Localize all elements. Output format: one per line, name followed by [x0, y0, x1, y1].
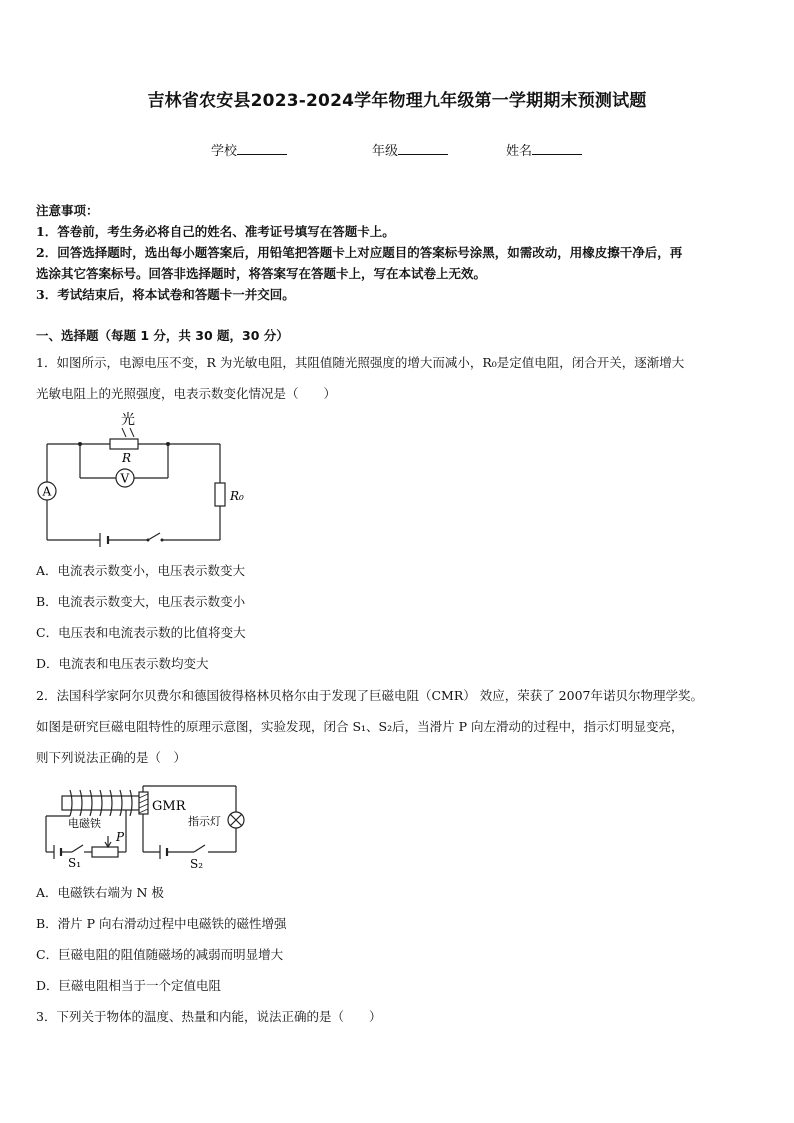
electromagnet-core — [62, 796, 146, 810]
notice-heading: 注意事项： — [36, 203, 99, 218]
q2-stem-line1: 2．法国科学家阿尔贝费尔和德国彼得格林贝格尔由于发现了巨磁电阻（CMR） 效应，荣获了 2007年诺贝尔物理学奖。 — [36, 688, 703, 703]
slider-p-label: P — [116, 830, 125, 844]
fixed-resistor-symbol — [215, 483, 225, 506]
exam-title: 吉林省农安县2023-2024学年物理九年级第一学期期末预测试题 — [147, 91, 647, 111]
notice-item-1: 1．答卷前，考生务必将自己的姓名、准考证号填写在答题卡上。 — [36, 224, 395, 239]
q1-circuit-diagram — [30, 408, 260, 550]
r0-label: R₀ — [230, 489, 244, 503]
q1-stem-line2: 光敏电阻上的光照强度，电表示数变化情况是（ ） — [36, 386, 337, 401]
q3-stem-line1: 3．下列关于物体的温度、热量和内能，说法正确的是（ ） — [36, 1009, 382, 1024]
grade-field — [372, 140, 448, 159]
q2-option-d: D．巨磁电阻相当于一个定值电阻 — [36, 978, 222, 993]
electromagnet-label: 电磁铁 — [68, 817, 101, 830]
notice-item-2-cont: 选涂其它答案标号。回答非选择题时，将答案写在答题卡上，写在本试卷上无效。 — [36, 266, 487, 281]
notice-item-2: 2．回答选择题时，选出每小题答案后，用铅笔把答题卡上对应题目的答案标号涂黑，如需改动，用橡皮擦干净后，再 — [36, 245, 683, 260]
school-blank — [237, 142, 287, 155]
ammeter-label: A — [42, 484, 52, 499]
q2-gmr-diagram — [38, 780, 256, 872]
q2-option-b: B．滑片 P 向右滑动过程中电磁铁的磁性增强 — [36, 916, 287, 931]
notice-item-3: 3．考试结束后，将本试卷和答题卡一并交回。 — [36, 287, 295, 302]
voltmeter-label: V — [120, 471, 130, 486]
name-blank — [532, 142, 582, 155]
q1-option-a: A．电流表示数变小，电压表示数变大 — [36, 563, 246, 578]
name-field — [506, 140, 582, 159]
section-heading: 一、选择题（每题 1 分，共 30 题，30 分） — [36, 328, 289, 343]
school-field — [211, 140, 287, 159]
rheostat-symbol — [92, 847, 118, 857]
lamp-label: 指示灯 — [188, 815, 221, 828]
q1-option-b: B．电流表示数变大，电压表示数变小 — [36, 594, 246, 609]
gmr-label: GMR — [152, 799, 186, 814]
grade-label: 年级 — [372, 144, 399, 159]
r-label: R — [122, 451, 132, 465]
school-label: 学校 — [211, 144, 238, 159]
q2-option-c: C．巨磁电阻的阻值随磁场的减弱而明显增大 — [36, 947, 284, 962]
q2-option-a: A．电磁铁右端为 N 极 — [36, 885, 164, 900]
q2-stem-line2: 如图是研究巨磁电阻特性的原理示意图，实验发现，闭合 S₁、S₂后，当滑片 P 向左滑动的过程中，指示灯明显变亮， — [36, 719, 684, 734]
light-arrows — [122, 428, 134, 437]
name-label: 姓名 — [506, 144, 533, 159]
q1-option-c: C．电压表和电流表示数的比值将变大 — [36, 625, 246, 640]
q2-stem-line3: 则下列说法正确的是（ ） — [36, 750, 187, 765]
s2-label: S₂ — [190, 857, 204, 871]
photoresistor-symbol — [110, 439, 138, 449]
light-label: 光 — [121, 412, 135, 428]
grade-blank — [398, 142, 448, 155]
s1-label: S₁ — [68, 856, 82, 870]
q1-option-d: D．电流表和电压表示数均变大 — [36, 656, 209, 671]
q1-stem-line1: 1．如图所示，电源电压不变，R 为光敏电阻，其阻值随光照强度的增大而减小，R₀是定值电阻，闭合开关，逐渐增大 — [36, 355, 685, 370]
